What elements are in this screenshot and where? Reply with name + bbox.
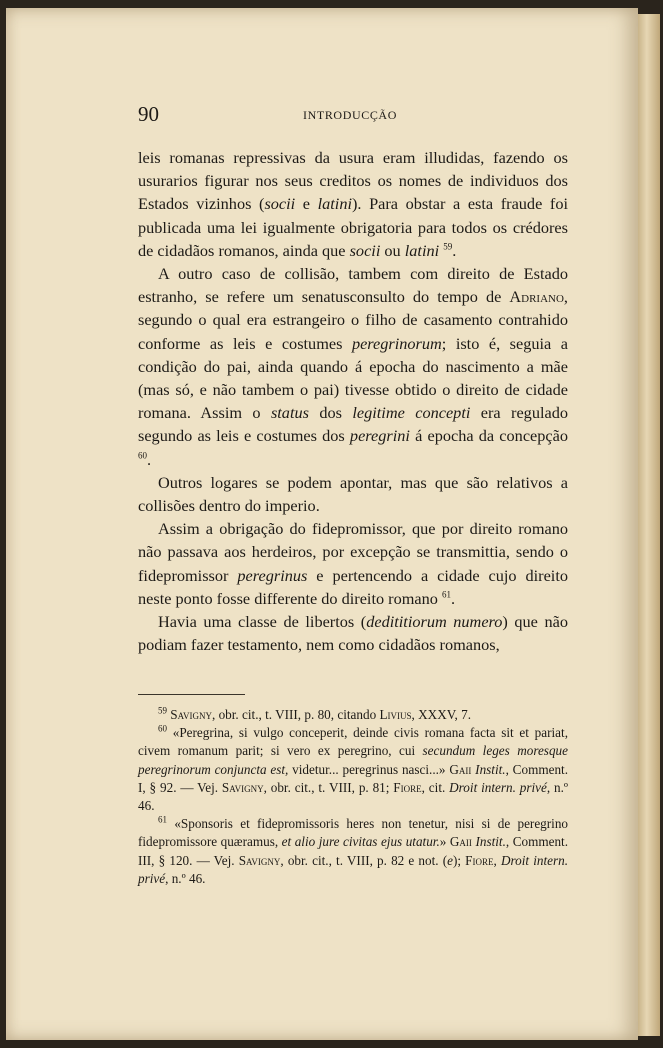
text-run: A outro caso de collisão, tambem com direito de Estado estranho, se refere um senatusconsulto do tempo de [138,264,568,307]
text-run: e pertencendo a cidade cujo direito neste ponto fosse differente do direito romano [138,565,568,608]
italic-run: peregrinorum [351,333,442,353]
smallcaps-run: Savigny [170,707,212,722]
paragraph-1 [138,146,568,262]
italic-run: legitime concepti [352,403,471,423]
footnote-rule [138,694,245,695]
italic-run: secundum leges moresque peregrinorum conjuncta est, [138,743,568,777]
text-run: . [451,588,456,608]
italic-run: Instit. [475,761,506,777]
running-head: INTRODUCÇÃO [303,108,397,122]
text-run: «Peregrina, si vulgo conceperit, deinde civis romana facta sit et pariat, civem romanum parit; si vero ex peregrino, cui [138,725,568,759]
text-run: «Sponsoris et fidepromissoris heres non tenetur, nisi si de peregrino fidepromissore quæramus, [138,816,569,850]
body-text [138,146,568,656]
text-run: videtur... peregrinus nasci...» [288,761,450,777]
text-run: . [452,240,457,260]
italic-run: latini [317,194,352,214]
page-header [132,102,568,132]
italic-run: Instit. [475,834,506,850]
footnote-number: 61 [158,814,167,825]
text-run: , segundo o qual era estrangeiro o filho de casamento contrahido conforme as leis e costumes [138,287,568,353]
italic-run: Droit intern. privé [138,852,568,886]
text-run: Havia uma classe de libertos ( [158,612,367,632]
text-run: ou [380,240,405,260]
text-run: ) que não podiam fazer testamento, nem como cidadãos romanos, [138,612,568,655]
text-run: á epocha da concepção [409,426,569,446]
text-run: ); [452,852,466,868]
text-run: , Comment. I, § 92. — Vej. [138,761,568,795]
italic-run: peregrini [349,426,410,446]
text-run: leis romanas repressivas da usura eram illudidas, fazendo os usurarios figurar nos seus creditos os nomes de individuos dos Estados vizinhos ( [138,148,568,214]
smallcaps-run: Livius [379,707,412,722]
paragraph-2 [138,262,568,471]
text-run: , Comment. III, § 120. — Vej. [138,834,569,868]
footnote-ref-59: 59 [443,241,453,252]
footnote-number: 60 [158,723,167,734]
text-run: , XXXV, 7. [411,707,472,722]
italic-run: status [270,403,309,423]
text-run: ; isto é, seguia a condição do pai, ainda quando á epocha do nascimento a mãe (mas só, e não tambem o pai) tivesse obtido o direito de cidade romana. Assim o [138,333,568,423]
italic-run: et alio jure civitas ejus utatur. [281,834,440,850]
paragraph-4 [138,517,568,610]
italic-run: socii [349,240,381,260]
text-run: , obr. cit., t. VIII, p. 82 e not. ( [280,852,448,868]
footnote-61 [138,815,568,888]
footnotes [138,706,568,888]
footnote-ref-61: 61 [442,589,451,600]
italic-run: latini [404,240,440,260]
text-run: , n.º 46. [138,779,568,814]
text-run: . [147,449,152,469]
text-run: Assim a obrigação do fidepromissor, que por direito romano não passava aos herdeiros, por excepção se transmittia, sendo o fidepromissor [138,519,568,585]
smallcaps-run: Gaii [449,834,472,850]
italic-run: peregrinus [237,565,308,585]
paragraph-3: Outros logares se podem apontar, mas que são relativos a collisões dentro do imperio. [138,472,568,516]
italic-run: Droit intern. privé [449,779,547,795]
page-number: 90 [138,102,159,126]
footnote-ref-60: 60 [138,450,147,461]
smallcaps-run: Fiore [393,779,422,795]
text-run: , obr. cit., t. VIII, p. 81; [263,779,394,795]
text-run: , n.º 46. [165,870,206,886]
text-run: » [439,834,450,850]
text-run: , [493,852,501,868]
smallcaps-run: Savigny [221,779,264,795]
text-run: , cit. [421,779,450,795]
footnote-59 [138,706,568,724]
text-run: , obr. cit., t. VIII, p. 80, citando [211,707,380,722]
text-run: era regulado segundo as leis e costumes dos [138,403,568,446]
smallcaps-run: Adriano [509,287,564,307]
text-run: e [295,194,318,214]
footnote-number: 59 [158,705,167,716]
italic-run: dedititiorum numero [366,612,503,632]
text-run: ). Para obstar a esta fraude foi publicada uma lei igualmente obrigatoria para todos os crédores de cidadãos romanos, ainda que [138,194,568,260]
footnote-60 [138,724,568,815]
smallcaps-run: Gaii [449,761,472,777]
text-run: dos [308,403,353,423]
paragraph-5 [138,610,568,656]
italic-run: socii [264,194,296,214]
italic-run: e [447,852,453,868]
smallcaps-run: Savigny [238,852,281,868]
page-edge [638,14,660,1036]
smallcaps-run: Fiore [465,852,494,868]
